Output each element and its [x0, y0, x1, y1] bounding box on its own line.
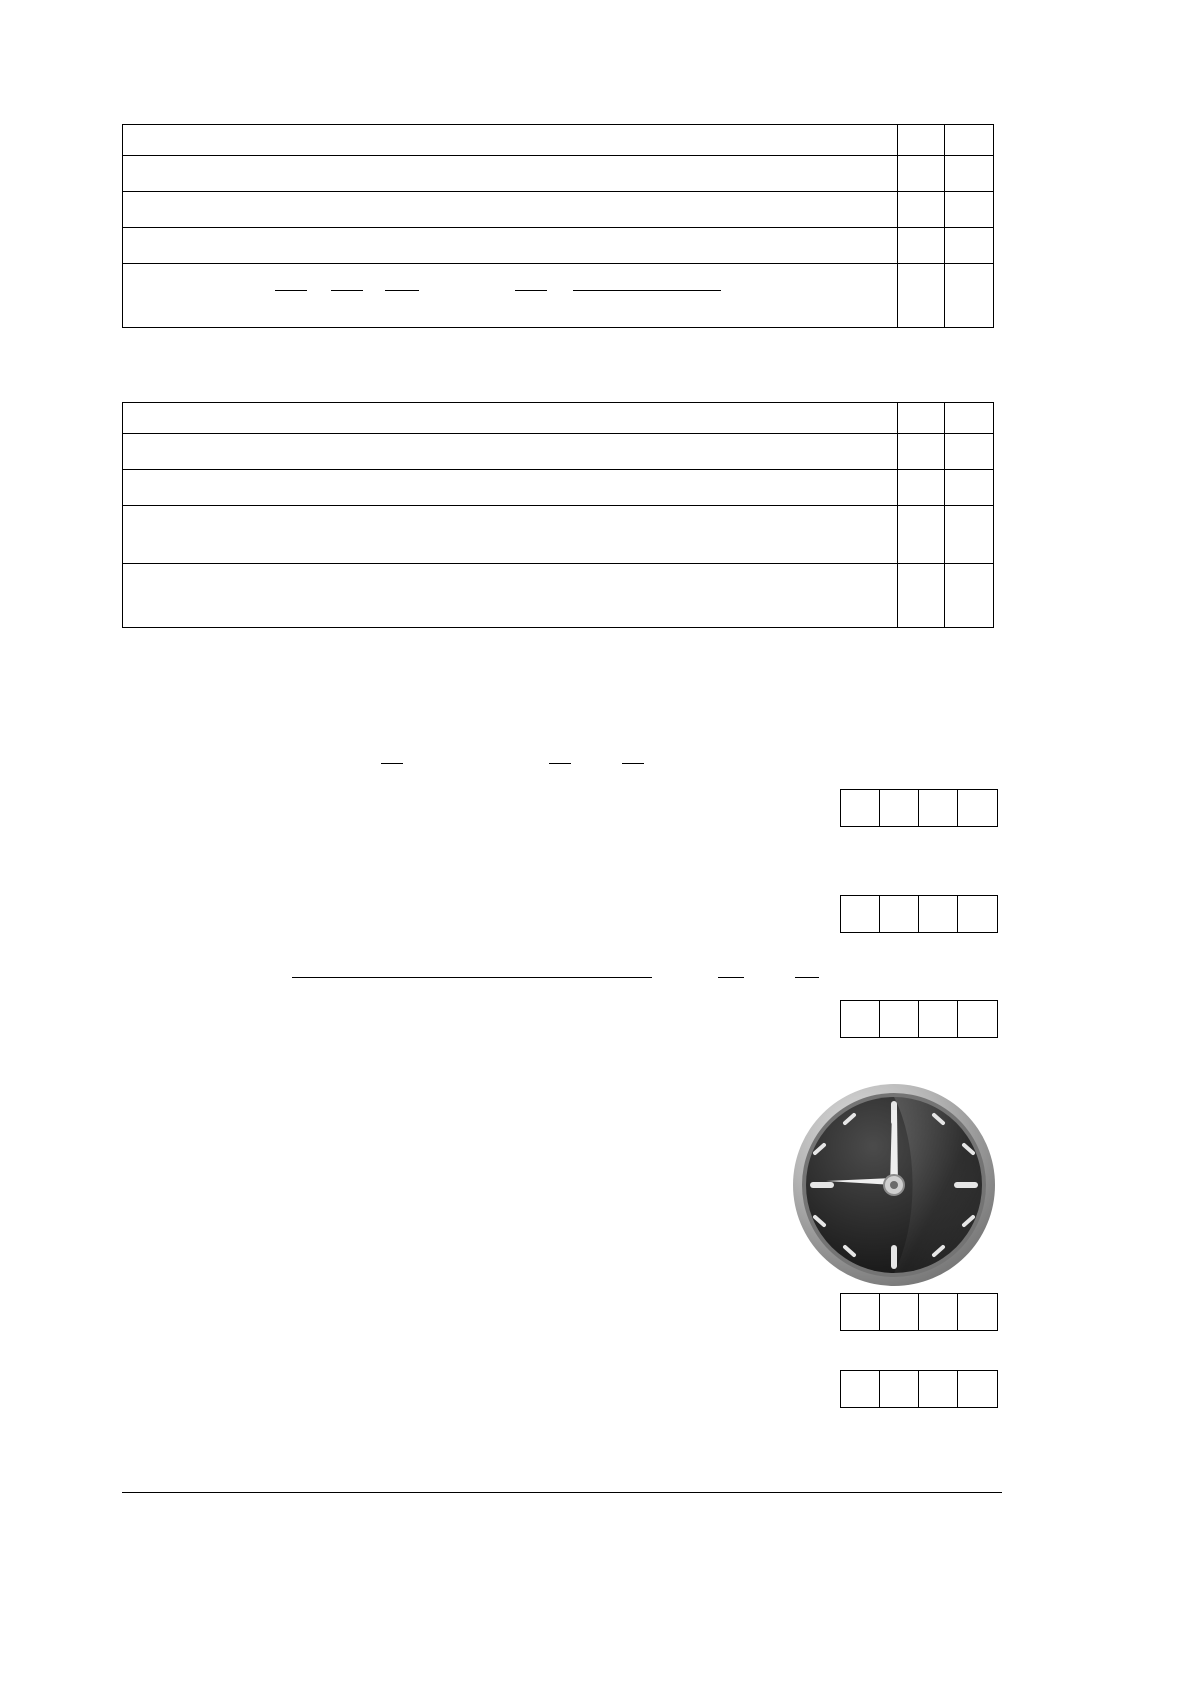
- answer-grid-3[interactable]: [840, 1000, 998, 1038]
- table-cell-mark-2[interactable]: [945, 228, 994, 264]
- mark-value: [898, 228, 944, 258]
- table-cell-mark-2[interactable]: [945, 156, 994, 192]
- table-row: [123, 125, 994, 156]
- table-cell-question: [123, 125, 898, 156]
- analog-clock-image: [780, 1082, 1008, 1288]
- answer-cell[interactable]: [841, 896, 880, 932]
- question-text: [123, 434, 897, 464]
- answer-blank-rule[interactable]: [275, 290, 307, 291]
- table-cell-mark-1[interactable]: [898, 564, 945, 628]
- table-cell-mark-1[interactable]: [898, 264, 945, 328]
- table-cell-mark-1[interactable]: [898, 470, 945, 506]
- answer-cell[interactable]: [841, 1371, 880, 1407]
- table-row: [123, 564, 994, 628]
- table-cell-question: [123, 156, 898, 192]
- mark-value: [898, 506, 944, 536]
- table-row: [123, 192, 994, 228]
- question-text: [123, 192, 897, 222]
- answer-cell[interactable]: [958, 1294, 997, 1330]
- answer-cell[interactable]: [958, 790, 997, 826]
- answer-blank-rule-long[interactable]: [292, 977, 652, 978]
- answer-cell[interactable]: [841, 790, 880, 826]
- answer-cell[interactable]: [919, 790, 958, 826]
- table-row: [123, 156, 994, 192]
- mark-value: [898, 192, 944, 222]
- answer-blank-rule[interactable]: [795, 977, 819, 978]
- answer-grid-1[interactable]: [840, 789, 998, 827]
- mark-value: [945, 434, 993, 464]
- answer-cell[interactable]: [841, 1294, 880, 1330]
- answer-grid-2[interactable]: [840, 895, 998, 933]
- question-text: [123, 156, 897, 186]
- mark-value: [898, 403, 944, 433]
- mark-value: [898, 125, 944, 155]
- question-text: [123, 564, 897, 594]
- answer-cell[interactable]: [880, 1371, 919, 1407]
- answer-cell[interactable]: [919, 1001, 958, 1037]
- table-cell-mark-1[interactable]: [898, 434, 945, 470]
- table-cell-question: [123, 506, 898, 564]
- mark-value: [945, 403, 993, 433]
- answer-blank-rule[interactable]: [331, 290, 363, 291]
- table-cell-mark-1[interactable]: [898, 192, 945, 228]
- answer-cell[interactable]: [841, 1001, 880, 1037]
- answer-blank-rule[interactable]: [622, 763, 644, 764]
- table-cell-question: [123, 564, 898, 628]
- mark-value: [898, 434, 944, 464]
- table-cell-mark-2[interactable]: [945, 470, 994, 506]
- table-cell-mark-2[interactable]: [945, 564, 994, 628]
- answer-cell[interactable]: [919, 896, 958, 932]
- mark-value: [945, 564, 993, 594]
- table-row: [123, 264, 994, 328]
- mark-value: [945, 506, 993, 536]
- table-cell-mark-1[interactable]: [898, 403, 945, 434]
- mark-value: [945, 192, 993, 222]
- table-cell-mark-1[interactable]: [898, 156, 945, 192]
- answer-cell[interactable]: [880, 790, 919, 826]
- answer-blank-rule[interactable]: [381, 763, 403, 764]
- table-cell-mark-2[interactable]: [945, 403, 994, 434]
- table-cell-mark-1[interactable]: [898, 228, 945, 264]
- table-cell-question: [123, 434, 898, 470]
- answer-blank-rule[interactable]: [549, 763, 571, 764]
- table-cell-mark-2[interactable]: [945, 506, 994, 564]
- table-row: [123, 506, 994, 564]
- answer-cell[interactable]: [919, 1294, 958, 1330]
- answer-cell[interactable]: [919, 1371, 958, 1407]
- question-text: [123, 506, 897, 536]
- footer-divider: [122, 1492, 1002, 1493]
- table-cell-question: [123, 470, 898, 506]
- table-cell-mark-2[interactable]: [945, 434, 994, 470]
- question-text: [123, 264, 124, 265]
- answer-cell[interactable]: [958, 1001, 997, 1037]
- question-text: [123, 403, 897, 433]
- table-cell-mark-1[interactable]: [898, 506, 945, 564]
- question-table-2: [122, 402, 994, 628]
- answer-grid-5[interactable]: [840, 1370, 998, 1408]
- mark-value: [945, 156, 993, 186]
- table-cell-question: [123, 403, 898, 434]
- mark-value: [898, 156, 944, 186]
- answer-cell[interactable]: [880, 896, 919, 932]
- mark-value: [945, 228, 993, 258]
- answer-blank-rule[interactable]: [515, 290, 547, 291]
- table-cell-question: [123, 228, 898, 264]
- mark-value: [898, 470, 944, 500]
- table-cell-mark-2[interactable]: [945, 125, 994, 156]
- question-table-1: [122, 124, 994, 328]
- question-text: [123, 228, 897, 258]
- mark-value: [945, 264, 993, 294]
- answer-cell[interactable]: [880, 1001, 919, 1037]
- answer-grid-4[interactable]: [840, 1293, 998, 1331]
- answer-blank-rule[interactable]: [718, 977, 744, 978]
- mark-value: [945, 470, 993, 500]
- answer-cell[interactable]: [958, 1371, 997, 1407]
- answer-blank-rule[interactable]: [573, 290, 721, 291]
- table-row: [123, 470, 994, 506]
- table-row: [123, 403, 994, 434]
- table-cell-question-with-blanks: [123, 264, 898, 328]
- table-cell-mark-2[interactable]: [945, 264, 994, 328]
- answer-blank-rule[interactable]: [385, 290, 419, 291]
- table-cell-mark-2[interactable]: [945, 192, 994, 228]
- table-cell-question: [123, 192, 898, 228]
- table-cell-mark-1[interactable]: [898, 125, 945, 156]
- table-row: [123, 228, 994, 264]
- table-row: [123, 434, 994, 470]
- mark-value: [898, 564, 944, 594]
- mark-value: [945, 125, 993, 155]
- question-text: [123, 470, 897, 500]
- question-text: [123, 125, 897, 155]
- mark-value: [898, 264, 944, 294]
- answer-cell[interactable]: [958, 896, 997, 932]
- answer-cell[interactable]: [880, 1294, 919, 1330]
